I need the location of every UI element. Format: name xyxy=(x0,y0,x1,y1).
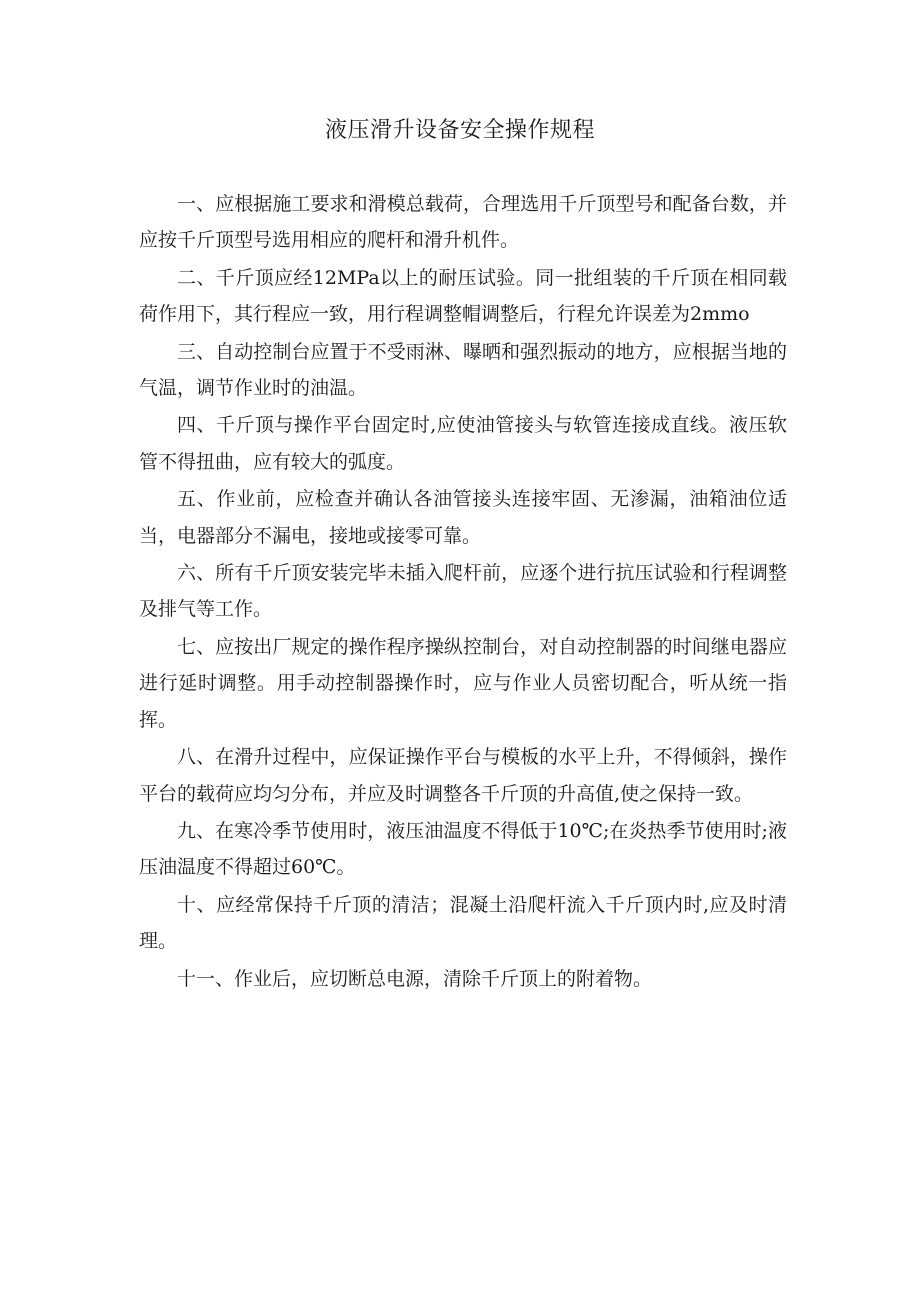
paragraph-1: 一、应根据施工要求和滑模总载荷，合理选用千斤顶型号和配备台数，并应按千斤顶型号选用相应的爬杆和滑升机件。 xyxy=(139,193,787,252)
paragraph-5: 五、作业前，应检查并确认各油管接头连接牢固、无渗漏，油箱油位适当，电器部分不漏电，接地或接零可靠。 xyxy=(139,488,787,547)
paragraph-4: 四、千斤顶与操作平台固定时,应使油管接头与软管连接成直线。液压软管不得扭曲，应有较大的弧度。 xyxy=(139,414,787,473)
paragraph-11: 十一、作业后，应切断总电源，清除千斤顶上的附着物。 xyxy=(177,967,653,990)
paragraph-3: 三、自动控制台应置于不受雨淋、曝晒和强烈振动的地方，应根据当地的气温，调节作业时的油温。 xyxy=(139,340,787,400)
document-title: 液压滑升设备安全操作规程 xyxy=(324,118,595,143)
paragraph-8: 八、在滑升过程中，应保证操作平台与模板的水平上升，不得倾斜，操作平台的载荷应均匀分布，并应及时调整各千斤顶的升高值,使之保持一致。 xyxy=(139,746,787,805)
paragraph-7: 七、应按出厂规定的操作程序操纵控制台，对自动控制器的时间继电器应进行延时调整。用手动控制器操作时，应与作业人员密切配合，听从统一指挥。 xyxy=(139,635,787,731)
paragraph-9: 九、在寒冷季节使用时，液压油温度不得低于10℃;在炎热季节使用时;液压油温度不得超过60℃。 xyxy=(139,819,787,879)
paragraph-6: 六、所有千斤顶安装完毕未插入爬杆前，应逐个进行抗压试验和行程调整及排气等工作。 xyxy=(139,562,787,621)
paragraph-2: 二、千斤顶应经12MPa以上的耐压试验。同一批组装的千斤顶在相同载荷作用下，其行程应一致，用行程调整帽调整后，行程允许误差为2mmo xyxy=(139,266,787,326)
document-body xyxy=(139,186,787,998)
paragraph-10: 十、应经常保持千斤顶的清洁；混凝土沿爬杆流入千斤顶内时,应及时清理。 xyxy=(139,893,787,953)
